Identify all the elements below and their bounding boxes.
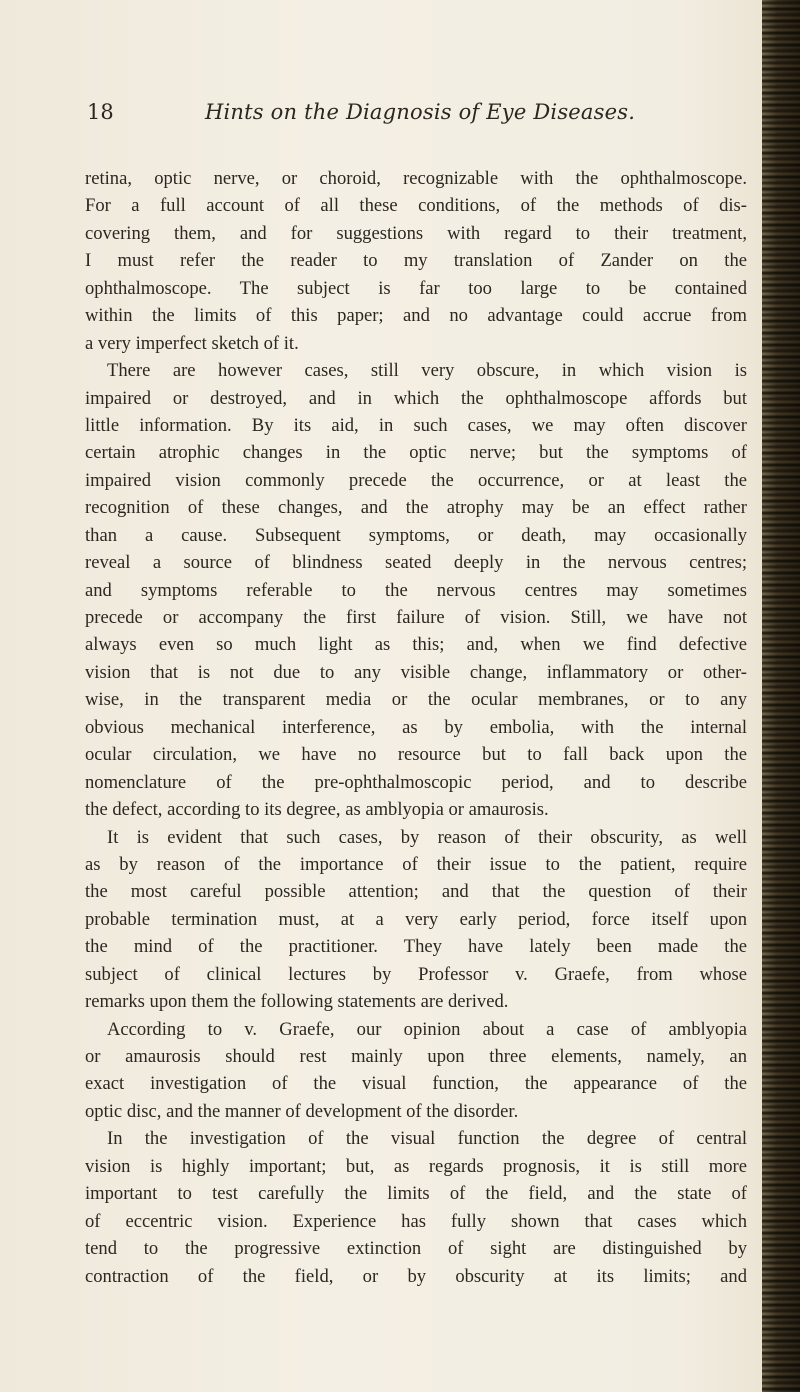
text-line: of eccentric vision. Experience has fully shown that cases which <box>85 1210 747 1232</box>
text-line: ophthalmoscope. The subject is far too large to be contained <box>85 277 747 299</box>
text-line: There are however cases, still very obscure, in which vision is <box>107 360 747 382</box>
text-line: reveal a source of blindness seated deeply in the nervous centres; <box>85 552 747 574</box>
running-head <box>87 100 747 134</box>
text-line: vision that is not due to any visible change, inflammatory or other- <box>85 661 747 683</box>
body-text <box>85 165 747 1290</box>
text-line: covering them, and for suggestions with regard to their treatment, <box>85 222 747 244</box>
text-line: a very imperfect sketch of it. <box>85 332 299 354</box>
text-line: remarks upon them the following statements are derived. <box>85 991 509 1013</box>
running-title: Hints on the Diagnosis of Eye Diseases. <box>205 100 636 124</box>
text-line: impaired or destroyed, and in which the ophthalmoscope affords but <box>85 387 747 409</box>
text-line: obvious mechanical interference, as by embolia, with the internal <box>85 716 747 738</box>
text-line: I must refer the reader to my translation of Zander on the <box>85 250 747 272</box>
text-line: always even so much light as this; and, when we find defective <box>85 634 747 656</box>
text-line: subject of clinical lectures by Professor v. Graefe, from whose <box>85 963 747 985</box>
text-line: little information. By its aid, in such cases, we may often discover <box>85 414 747 436</box>
text-line: According to v. Graefe, our opinion about a case of amblyopia <box>107 1018 747 1040</box>
page-number: 18 <box>87 100 114 124</box>
text-line: exact investigation of the visual function, the appearance of the <box>85 1073 747 1095</box>
text-line: vision is highly important; but, as regards prognosis, it is still more <box>85 1155 747 1177</box>
text-line: impaired vision commonly precede the occurrence, or at least the <box>85 469 747 491</box>
text-line: retina, optic nerve, or choroid, recognizable with the ophthalmoscope. <box>85 168 747 189</box>
text-line: For a full account of all these conditions, of the methods of dis- <box>85 195 747 217</box>
text-line: the mind of the practitioner. They have lately been made the <box>85 936 747 958</box>
text-line: probable termination must, at a very early period, force itself upon <box>85 908 747 930</box>
text-line: recognition of these changes, and the atrophy may be an effect rather <box>85 497 747 519</box>
text-line: precede or accompany the first failure of vision. Still, we have not <box>85 607 747 628</box>
text-line: nomenclature of the pre-ophthalmoscopic period, and to describe <box>85 771 747 793</box>
text-line: the most careful possible attention; and that the question of their <box>85 881 747 903</box>
text-line: contraction of the field, or by obscurity at its limits; and <box>85 1265 747 1287</box>
text-line: important to test carefully the limits of the field, and the state of <box>85 1183 747 1205</box>
text-line: certain atrophic changes in the optic nerve; but the symptoms of <box>85 442 747 464</box>
text-line: ocular circulation, we have no resource but to fall back upon the <box>85 744 747 766</box>
text-line: tend to the progressive extinction of sight are distinguished by <box>85 1238 747 1260</box>
book-binding-edge <box>762 0 800 1392</box>
text-line: than a cause. Subsequent symptoms, or death, may occasionally <box>85 524 747 546</box>
text-line: within the limits of this paper; and no advantage could accrue from <box>85 305 747 327</box>
text-line: the defect, according to its degree, as amblyopia or amaurosis. <box>85 799 549 821</box>
text-line: as by reason of the importance of their issue to the patient, require <box>85 853 747 875</box>
text-line: It is evident that such cases, by reason of their obscurity, as well <box>107 826 747 848</box>
text-line: optic disc, and the manner of development of the disorder. <box>85 1100 519 1122</box>
text-line: and symptoms referable to the nervous centres may sometimes <box>85 579 747 601</box>
text-line: or amaurosis should rest mainly upon three elements, namely, an <box>85 1046 747 1067</box>
text-line: In the investigation of the visual function the degree of central <box>107 1128 747 1150</box>
text-line: wise, in the transparent media or the ocular membranes, or to any <box>85 689 747 711</box>
